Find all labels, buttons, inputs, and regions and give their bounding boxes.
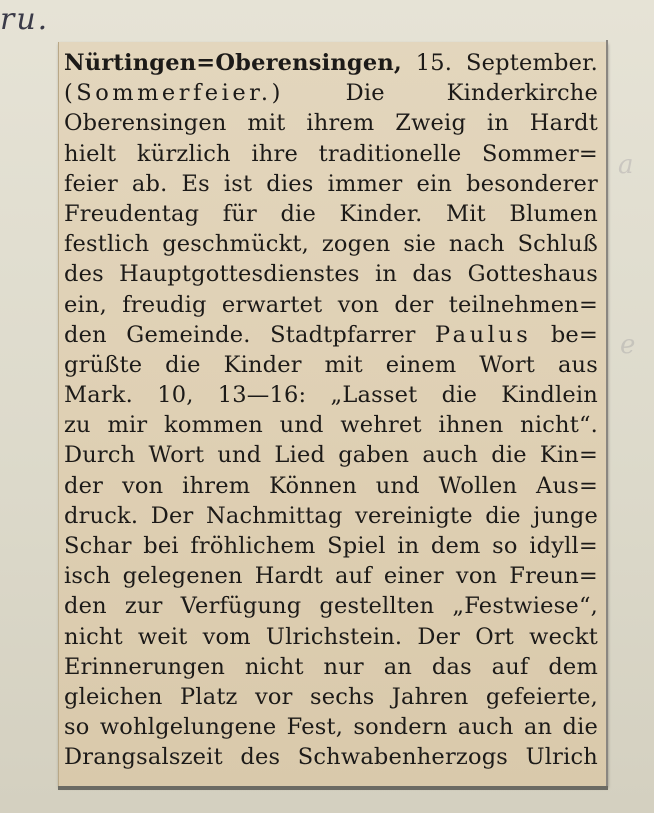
- article-headline-date: 15. September.: [401, 50, 598, 76]
- article-line: den zur Verfügung gestellten „Festwiese“,: [64, 593, 598, 620]
- article-line: zu mir kommen und wehret ihnen nicht“.: [64, 412, 598, 439]
- article-line: gleichen Platz vor sechs Jahren gefeierte,: [64, 683, 598, 710]
- article-line: Oberensingen mit ihrem Zweig in Hardt: [64, 110, 598, 137]
- article-line: druck. Der Nachmittag vereinigte die junge: [64, 502, 598, 529]
- article-line: Schar bei fröhlichem Spiel in dem so idyll=: [64, 533, 598, 559]
- article-line: so wohlgelungene Fest, sondern auch an die: [64, 714, 598, 741]
- article-line: der von ihrem Können und Wollen Aus=: [64, 472, 598, 499]
- article-line-pastor: [64, 320, 598, 350]
- article-line: Erinnerungen nicht nur an das auf dem: [64, 653, 598, 680]
- handwritten-margin-note: ru.: [0, 2, 50, 37]
- article-line: Freudentag für die Kinder. Mit Blumen: [64, 200, 598, 227]
- article-pastor-suffix: be=: [531, 321, 598, 348]
- article-line-2: [64, 78, 598, 108]
- article-line-1: [64, 48, 598, 78]
- article-pastor-name: Paulus: [435, 321, 532, 348]
- article-section-title: (Sommerfeier.): [64, 80, 284, 107]
- clipping-edge: [606, 40, 608, 788]
- faint-handwriting-mark: a: [618, 150, 634, 180]
- article-line: isch gelegenen Hardt auf einer von Freun=: [64, 563, 598, 590]
- article-line: Mark. 10, 13—16: „Lasset die Kindlein: [64, 382, 598, 409]
- clipping-shadow: [58, 786, 608, 790]
- faint-handwriting-mark: e: [620, 330, 636, 360]
- article-line: Drangsalszeit des Schwabenherzogs Ulrich: [64, 744, 598, 771]
- article-line: feier ab. Es ist dies immer ein besonderer: [64, 170, 598, 197]
- article-line: Durch Wort und Lied gaben auch die Kin=: [64, 442, 598, 469]
- article-line: ein, freudig erwartet von der teilnehmen=: [64, 291, 598, 318]
- article-line: des Hauptgottesdienstes in das Gotteshaus: [64, 261, 598, 288]
- article-text: [64, 48, 598, 773]
- article-line: nicht weit vom Ulrichstein. Der Ort weckt: [64, 623, 598, 650]
- article-pastor-prefix: den Gemeinde. Stadtpfarrer: [64, 321, 436, 348]
- article-line-2-rest: Die Kinderkirche: [283, 80, 598, 107]
- article-line: hielt kürzlich ihre traditionelle Sommer=: [64, 140, 598, 167]
- article-line: festlich geschmückt, zogen sie nach Schluß: [64, 231, 598, 258]
- article-line: grüßte die Kinder mit einem Wort aus: [64, 351, 598, 378]
- article-headline-place: Nürtingen=Oberensingen,: [64, 50, 402, 76]
